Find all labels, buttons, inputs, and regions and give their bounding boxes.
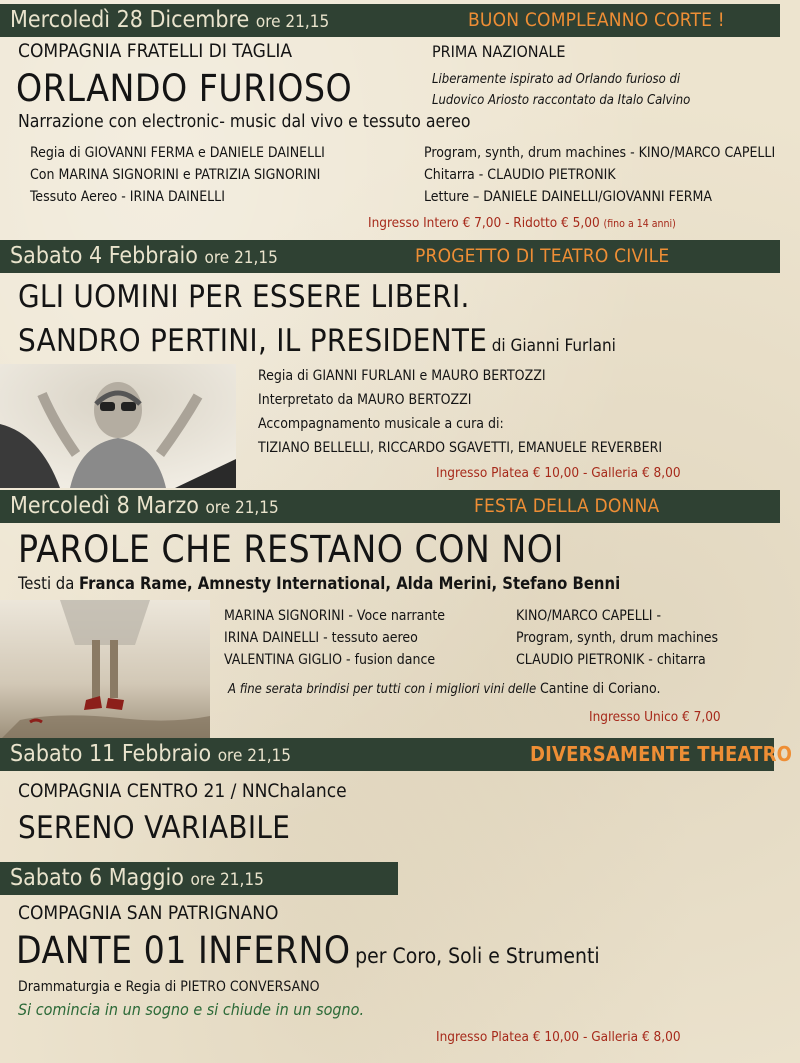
event-date: Sabato 4 Febbraio ore 21,15 — [10, 243, 278, 269]
credit-line: TIZIANO BELLELLI, RICCARDO SGAVETTI, EMANUELE REVERBERI — [258, 440, 663, 456]
show-description: Narrazione con electronic- music dal vivo e tessuto aereo — [18, 112, 471, 132]
credit-line: Regia di GIANNI FURLANI e MAURO BERTOZZI — [258, 368, 546, 384]
company-name: COMPAGNIA CENTRO 21 / NNChalance — [18, 780, 347, 802]
tagline: Si comincia in un sogno e si chiude in un sogno. — [18, 1000, 365, 1019]
event-date: Mercoledì 28 Dicembre ore 21,15 — [10, 7, 330, 33]
ticket-price: Ingresso Unico € 7,00 — [589, 709, 721, 725]
cast-line: Program, synth, drum machines — [516, 630, 719, 646]
company-name: COMPAGNIA SAN PATRIGNANO — [18, 902, 279, 924]
credits — [258, 364, 662, 460]
credit-line: Con MARINA SIGNORINI e PATRIZIA SIGNORINI — [30, 167, 321, 183]
texts-credit: Testi da Franca Rame, Amnesty International, Alda Merini, Stefano Benni — [18, 574, 621, 593]
company-name: COMPAGNIA FRATELLI DI TAGLIA — [18, 40, 293, 62]
ticket-price: Ingresso Platea € 10,00 - Galleria € 8,00 — [436, 465, 681, 481]
cast-line: MARINA SIGNORINI - Voce narrante — [224, 608, 446, 624]
premiere-note: PRIMA NAZIONALE — [432, 42, 566, 61]
ticket-price: Ingresso Intero € 7,00 - Ridotto € 5,00 (fino a 14 anni) — [368, 215, 676, 231]
credit-line: Program, synth, drum machines - KINO/MARCO CAPELLI — [424, 145, 776, 161]
credit-line: Chitarra - CLAUDIO PIETRONIK — [424, 167, 616, 183]
event-date: Sabato 6 Maggio ore 21,15 — [10, 865, 264, 891]
cast-line: KINO/MARCO CAPELLI - — [516, 608, 662, 624]
show-subtitle: Liberamente ispirato ad Orlando furioso di Ludovico Ariosto raccontato da Italo Calvino — [432, 72, 691, 108]
ticket-price: Ingresso Platea € 10,00 - Galleria € 8,00 — [436, 1029, 681, 1045]
credits-right — [424, 142, 775, 208]
pertini-photo — [0, 364, 236, 488]
event-date: Mercoledì 8 Marzo ore 21,15 — [10, 493, 279, 519]
show-title: ORLANDO FURIOSO — [16, 67, 353, 110]
event-tag: DIVERSAMENTE THEATRO — [530, 742, 793, 766]
show-title-line: DANTE 01 INFERNO per Coro, Soli e Strumenti — [16, 929, 600, 972]
stage-photo — [0, 600, 210, 740]
credits: Drammaturgia e Regia di PIETRO CONVERSANO — [18, 979, 320, 995]
credit-line: Regia di GIOVANNI FERMA e DANIELE DAINELLI — [30, 145, 325, 161]
event-tag: BUON COMPLEANNO CORTE ! — [468, 9, 725, 31]
cast-line: IRINA DAINELLI - tessuto aereo — [224, 630, 418, 646]
cast-left — [224, 605, 445, 671]
credit-line: Letture – DANIELE DAINELLI/GIOVANNI FERMA — [424, 189, 713, 205]
event-date: Sabato 11 Febbraio ore 21,15 — [10, 741, 292, 767]
event-tag: FESTA DELLA DONNA — [474, 495, 660, 517]
show-title: GLI UOMINI PER ESSERE LIBERI. — [18, 279, 470, 315]
show-title-line2: SANDRO PERTINI, IL PRESIDENTE di Gianni Furlani — [18, 323, 616, 359]
credit-line: Interpretato da MAURO BERTOZZI — [258, 392, 472, 408]
show-title: SERENO VARIABILE — [18, 810, 291, 846]
closing-note: A fine serata brindisi per tutti con i migliori vini delle Cantine di Coriano. — [228, 681, 661, 697]
show-title: PAROLE CHE RESTANO CON NOI — [18, 528, 564, 571]
event-tag: PROGETTO DI TEATRO CIVILE — [415, 245, 670, 267]
credits-left — [30, 142, 325, 208]
credit-line: Accompagnamento musicale a cura di: — [258, 416, 504, 432]
cast-line: CLAUDIO PIETRONIK - chitarra — [516, 652, 706, 668]
cast-right — [516, 605, 718, 671]
cast-line: VALENTINA GIGLIO - fusion dance — [224, 652, 436, 668]
credit-line: Tessuto Aereo - IRINA DAINELLI — [30, 189, 225, 205]
